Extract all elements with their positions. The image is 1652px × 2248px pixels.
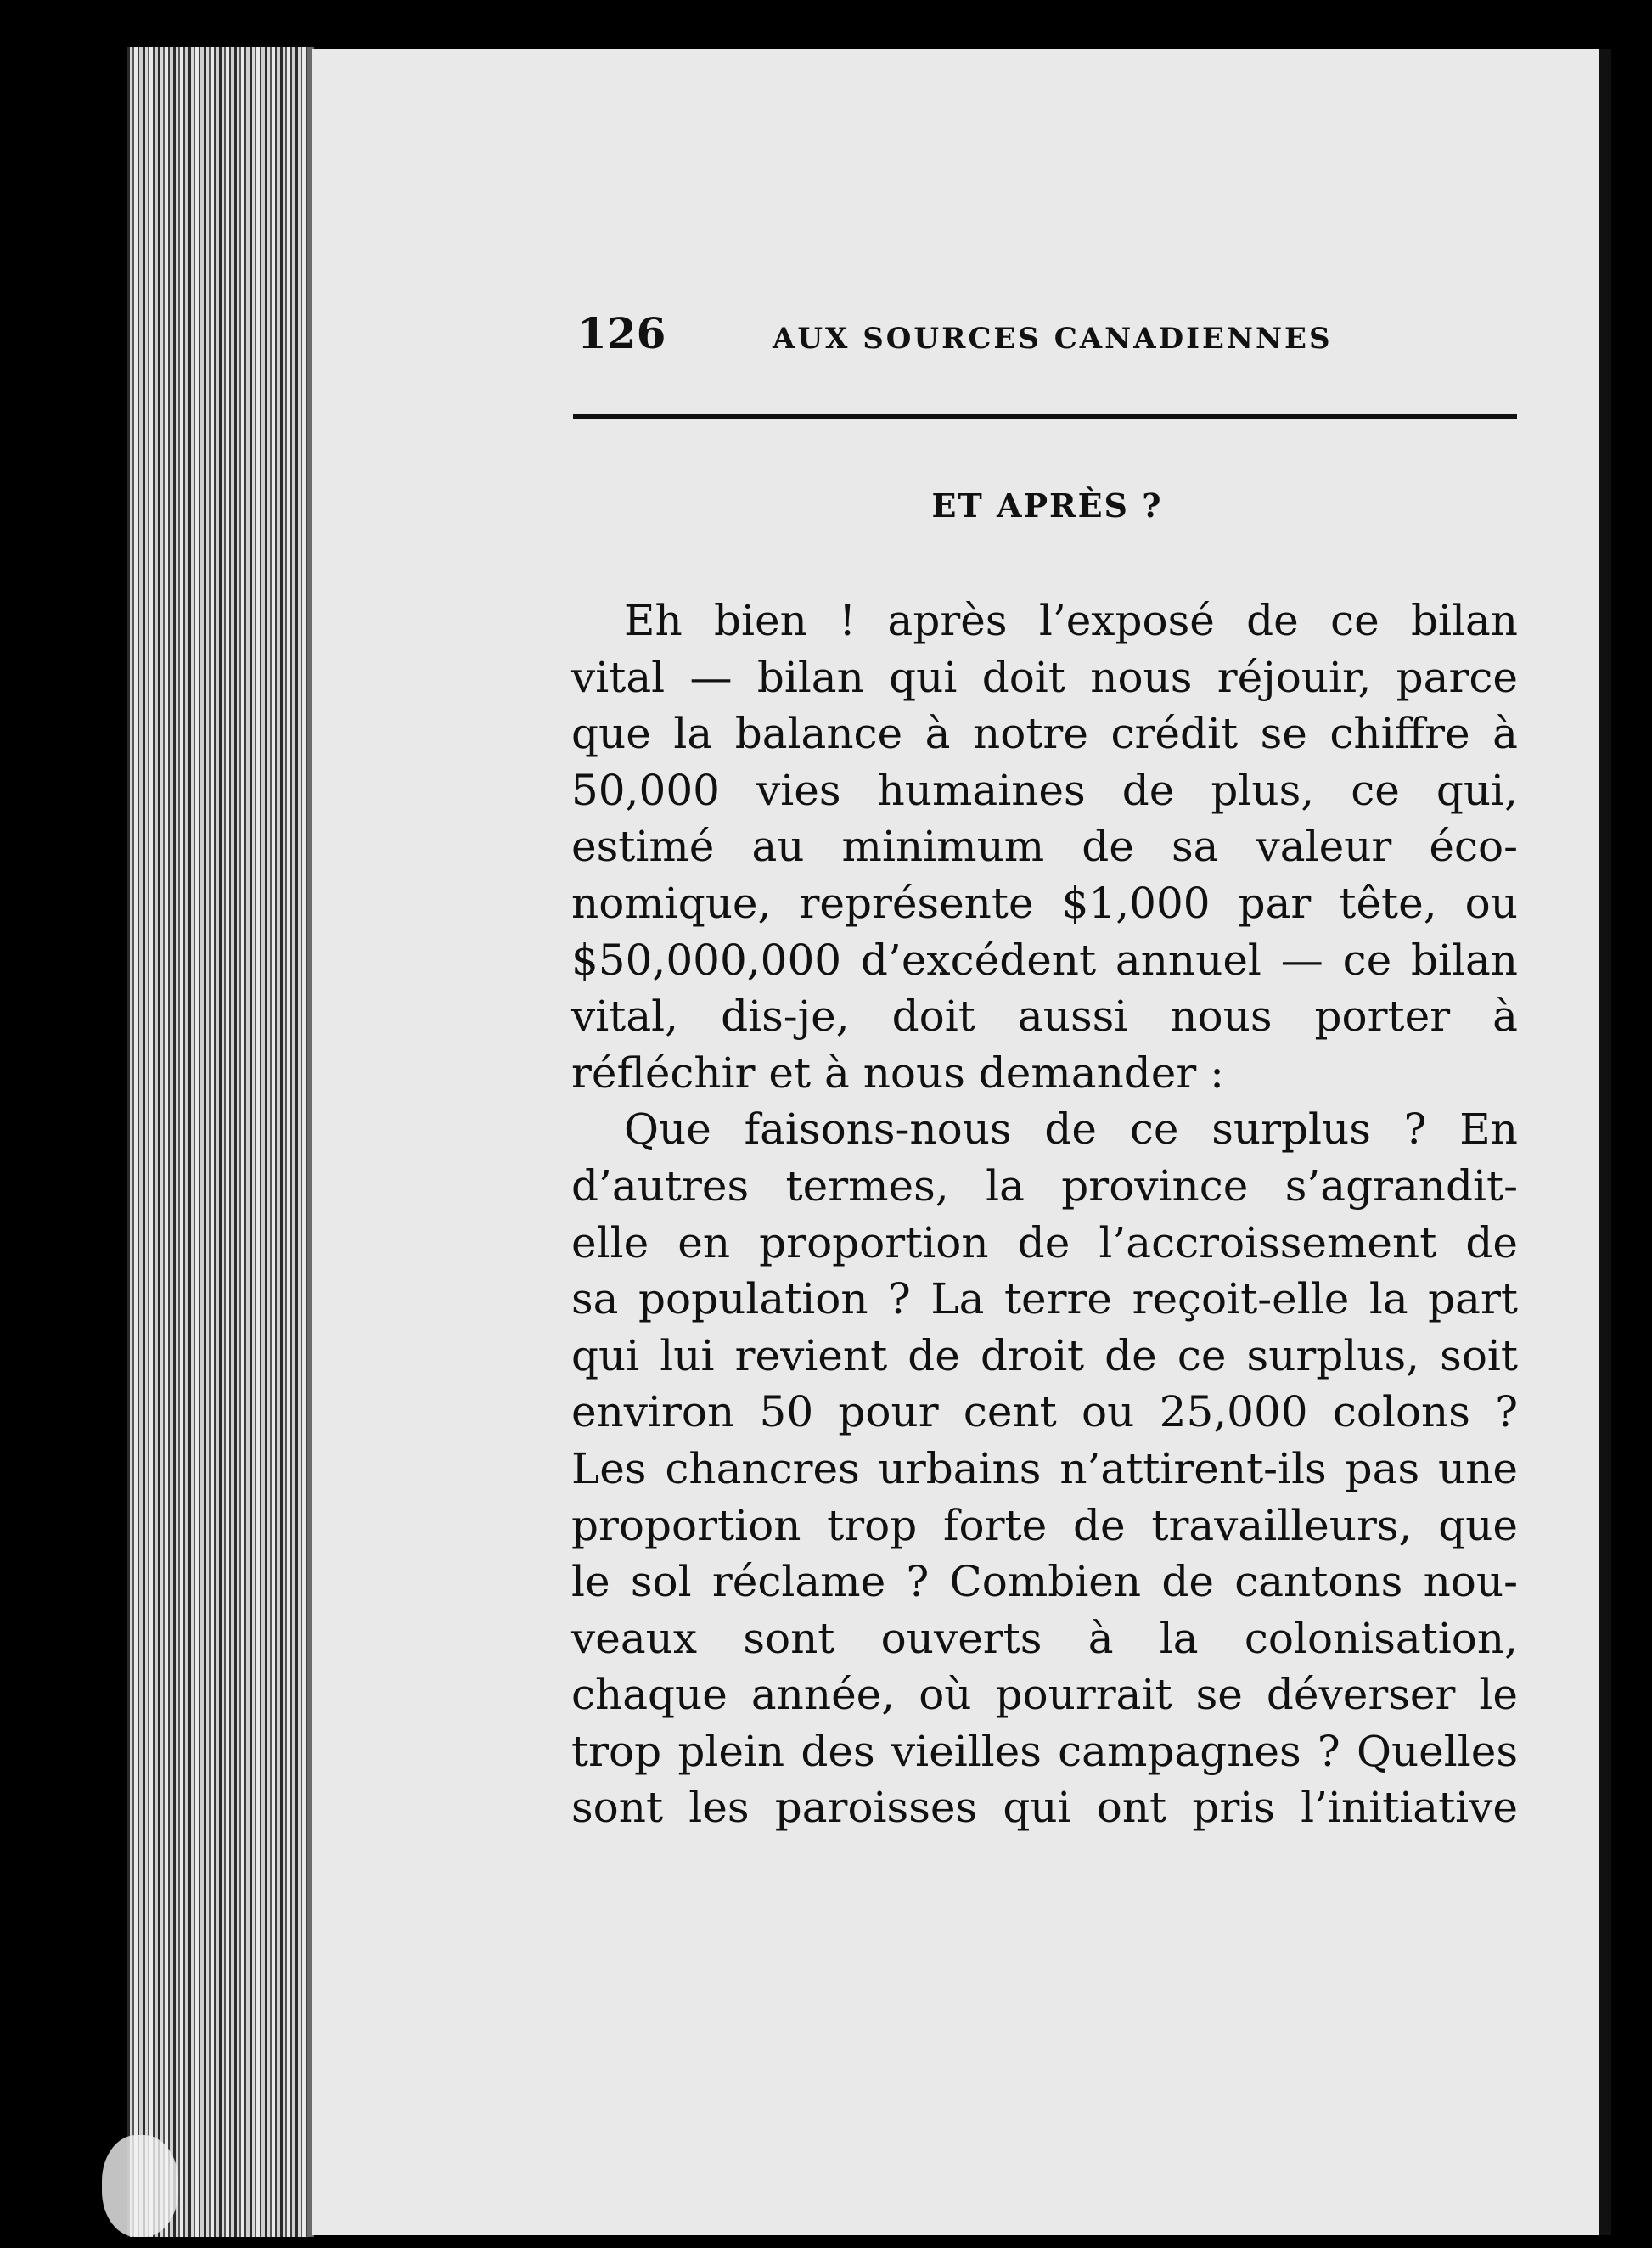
text-line: que la balance à notre crédit se chiffre à <box>571 709 1518 759</box>
header-rule <box>573 414 1517 419</box>
page-edges <box>127 47 314 2237</box>
text-line: sont les paroisses qui ont pris l’initiative <box>571 1783 1518 1833</box>
page-number: 126 <box>577 308 666 358</box>
text-line: estimé au minimum de sa valeur éco- <box>571 822 1518 872</box>
text-line: veaux sont ouverts à la colonisation, <box>571 1613 1518 1663</box>
section-title: ET APRÈS ? <box>931 486 1163 525</box>
text-line: Que faisons-nous de ce surplus ? En <box>624 1104 1518 1155</box>
paper-smudge <box>102 2135 178 2237</box>
running-title: AUX SOURCES CANADIENNES <box>773 322 1333 356</box>
text-line: 50,000 vies humaines de plus, ce qui, <box>571 765 1518 815</box>
text-line: chaque année, où pourrait se déverser le <box>571 1670 1518 1720</box>
text-line: vital, dis-je, doit aussi nous porter à <box>571 992 1518 1042</box>
text-line: trop plein des vieilles campagnes ? Quelles <box>571 1726 1518 1776</box>
text-line: le sol réclame ? Combien de cantons nou- <box>571 1557 1518 1607</box>
text-line: $50,000,000 d’excédent annuel — ce bilan <box>571 935 1518 985</box>
text-line: elle en proportion de l’accroissement de <box>571 1217 1518 1267</box>
text-line: environ 50 pour cent ou 25,000 colons ? <box>571 1387 1518 1437</box>
text-line: sa population ? La terre reçoit-elle la part <box>571 1274 1518 1324</box>
text-line: réfléchir et à nous demander : <box>571 1048 1225 1098</box>
text-line: Eh bien ! après l’exposé de ce bilan <box>624 596 1518 645</box>
text-line: nomique, représente $1,000 par tête, ou <box>571 878 1518 928</box>
text-line: qui lui revient de droit de ce surplus, soit <box>571 1330 1518 1380</box>
text-line: proportion trop forte de travailleurs, que <box>571 1500 1518 1550</box>
page-header <box>577 308 1652 402</box>
text-line: vital — bilan qui doit nous réjouir, parce <box>571 652 1518 702</box>
body-text <box>571 593 1518 1836</box>
book-page <box>312 49 1611 2235</box>
text-line: d’autres termes, la province s’agrandit- <box>571 1161 1518 1211</box>
text-line: Les chancres urbains n’attirent-ils pas une <box>571 1443 1518 1493</box>
